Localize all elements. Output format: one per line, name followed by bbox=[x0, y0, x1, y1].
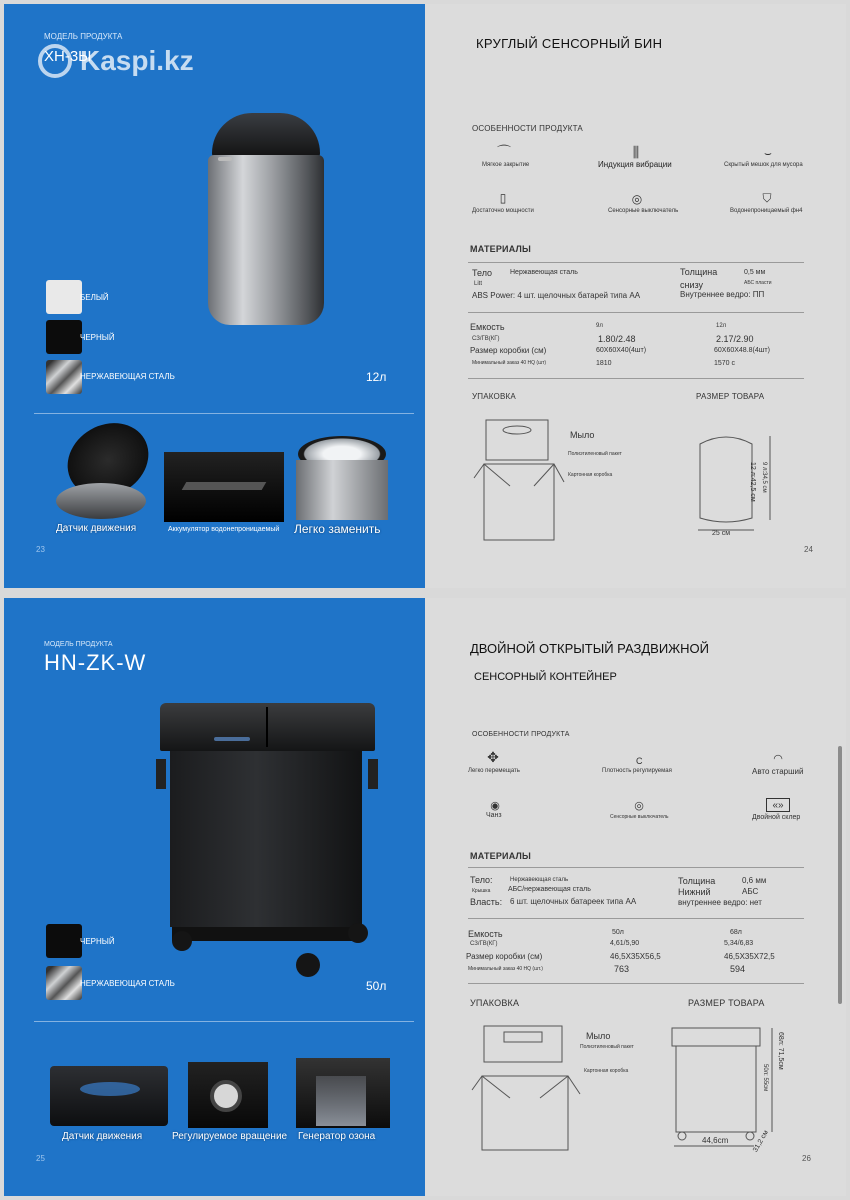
feature-hidden-bag: Скрытый мешок для мусора bbox=[724, 162, 803, 168]
dim-height2: 9 л:34,5 см bbox=[761, 462, 767, 493]
touch-switch-icon: ◎ bbox=[631, 192, 643, 206]
swatch-steel bbox=[46, 966, 82, 1000]
watermark: Kaspi.kz bbox=[38, 44, 194, 78]
litt-label: Litt bbox=[474, 281, 483, 287]
moq-label: Минимальный заказ 40 HQ (шт) bbox=[472, 360, 547, 366]
materials-title: МАТЕРИАЛЫ bbox=[470, 851, 532, 861]
detail-photo-battery bbox=[164, 452, 284, 522]
feature-auto: Авто старший bbox=[752, 767, 804, 776]
page-number: 23 bbox=[36, 545, 45, 554]
moq-b: 1570 с bbox=[714, 360, 736, 367]
page-number: 24 bbox=[804, 545, 813, 554]
pack-label-bag: Полиэтиленовый пакет bbox=[580, 1044, 634, 1050]
power-value: 6 шт. щелочных батареек типа АА bbox=[510, 897, 637, 906]
swatch-white bbox=[46, 280, 82, 314]
weight-a: 1.80/2.48 bbox=[598, 334, 636, 344]
size-diagram bbox=[694, 430, 784, 540]
vibration-icon: ⫼ bbox=[632, 143, 640, 160]
materials-divider-3 bbox=[468, 378, 804, 379]
thickness-label: Толщина bbox=[678, 876, 716, 886]
detail-photo-bag bbox=[294, 436, 390, 520]
power-text: ABS Power: 4 шт. щелочных батарей типа АА bbox=[472, 291, 641, 300]
pack-label-soap: Мыло bbox=[586, 1031, 611, 1041]
feature-c-glyph: C bbox=[636, 756, 643, 766]
inner-bucket: внутреннее ведро: нет bbox=[678, 898, 762, 907]
weight-b: 5,34/6,83 bbox=[724, 940, 754, 947]
caption-rotation: Регулируемое вращение bbox=[172, 1131, 288, 1142]
weight-label: СЗ/ГВ(КГ) bbox=[470, 941, 498, 947]
model-name: HN-ZK-W bbox=[44, 650, 147, 675]
page-number: 26 bbox=[802, 1154, 811, 1163]
box-size-label: Размер коробки (см) bbox=[470, 346, 547, 355]
power-label: Власть: bbox=[470, 897, 503, 907]
pack-label-box: Картонная коробка bbox=[568, 472, 613, 478]
detail-photo-ozone bbox=[296, 1058, 390, 1128]
capacity-label: Емкость bbox=[470, 322, 505, 332]
dim-depth: 31,2 см bbox=[752, 1129, 771, 1154]
page-number: 25 bbox=[36, 1154, 45, 1163]
swatch-black bbox=[46, 320, 82, 354]
packing-title: УПАКОВКА bbox=[472, 392, 516, 401]
model-label: МОДЕЛЬ ПРОДУКТА bbox=[44, 641, 113, 648]
body-value: Нержавеющая сталь bbox=[510, 269, 578, 276]
moq-b: 594 bbox=[730, 964, 746, 974]
pack-label-box: Картонная коробка bbox=[584, 1068, 629, 1074]
moq-a: 763 bbox=[614, 964, 630, 974]
soft-close-icon: ⌒ bbox=[497, 144, 511, 160]
weight-b: 2.17/2.90 bbox=[716, 334, 754, 344]
bottom-label: снизу bbox=[680, 280, 704, 290]
feature-touch-switch: Сенсорные выключатель bbox=[610, 814, 669, 820]
dim-height: 12 л:42,5 см bbox=[749, 462, 756, 502]
feature-move: Легко перемещать bbox=[468, 768, 520, 774]
materials-divider bbox=[468, 262, 804, 263]
pack-label-soap: Мыло bbox=[570, 430, 595, 440]
features-title: ОСОБЕННОСТИ ПРОДУКТА bbox=[472, 731, 570, 738]
feature-density: Плотность регулируемая bbox=[602, 768, 672, 774]
materials-divider-2 bbox=[468, 312, 804, 313]
color-label-black: ЧЕРНЫЙ bbox=[80, 333, 115, 342]
capacity-b: 68л bbox=[730, 929, 742, 936]
page-title: КРУГЛЫЙ СЕНСОРНЫЙ БИН bbox=[476, 36, 663, 51]
box-b: 60X60X48.8(4шт) bbox=[714, 347, 770, 354]
color-label-black: ЧЕРНЫЙ bbox=[80, 937, 115, 946]
body-value: Нержавеющая сталь bbox=[510, 877, 569, 883]
color-label-steel: НЕРЖАВЕЮЩАЯ СТАЛЬ bbox=[80, 979, 175, 988]
moq-label: Минимальный заказ 40 HQ (шт.) bbox=[468, 966, 543, 972]
wifi-icon: ◠ bbox=[773, 752, 783, 765]
feature-soft-close: Мягкое закрытие bbox=[482, 162, 530, 168]
weight-label: СЗ/ГВ(КГ) bbox=[472, 336, 500, 342]
capacity-b: 12л bbox=[716, 323, 727, 329]
capacity-a: 50л bbox=[612, 929, 624, 936]
chanz-icon: ◉ bbox=[490, 799, 500, 812]
color-label-white: БЕЛЫЙ bbox=[80, 293, 109, 302]
detail-photo-lid bbox=[56, 425, 156, 520]
box-size-label: Размер коробки (см) bbox=[466, 952, 543, 961]
capacity-a: 9л bbox=[596, 323, 603, 329]
page-subtitle: СЕНСОРНЫЙ КОНТЕЙНЕР bbox=[474, 671, 617, 683]
model-name: XH-3Ы bbox=[44, 48, 92, 65]
bottom-label: Нижний bbox=[678, 887, 711, 897]
body-label: Тело bbox=[472, 268, 493, 278]
scrollbar-thumb[interactable] bbox=[838, 746, 842, 1004]
volume-label: 12л bbox=[366, 370, 387, 384]
thickness-value: 0,6 мм bbox=[742, 876, 767, 885]
body-label: Тело: bbox=[470, 875, 493, 885]
weight-a: 4,61/5,90 bbox=[610, 940, 640, 947]
bottom-value: АБС bbox=[742, 887, 759, 896]
caption-ozone: Генератор озона bbox=[298, 1131, 376, 1142]
packing-diagram bbox=[470, 416, 574, 542]
dim-height2: 50л: 55см bbox=[762, 1064, 768, 1092]
materials-divider-2 bbox=[468, 918, 804, 919]
cover-label: Крышка bbox=[472, 888, 491, 894]
detail-photo-rotation bbox=[188, 1062, 268, 1128]
divider bbox=[34, 1021, 414, 1022]
materials-title: МАТЕРИАЛЫ bbox=[470, 244, 532, 254]
touch-switch-icon: ◎ bbox=[634, 799, 644, 812]
caption-battery: Аккумулятор водонепроницаемый bbox=[168, 526, 280, 533]
caption-easy-replace: Легко заменить bbox=[294, 522, 381, 536]
box-b: 46,5X35X72,5 bbox=[724, 952, 775, 961]
cover-value: АБС/нержавеющая сталь bbox=[508, 886, 591, 893]
inner-bucket: Внутреннее ведро: ПП bbox=[680, 290, 765, 299]
color-label-steel: НЕРЖАВЕЮЩАЯ СТАЛЬ bbox=[80, 372, 175, 381]
volume-label: 50л bbox=[366, 979, 387, 993]
feature-touch-switch: Сенсорные выключатель bbox=[608, 208, 679, 214]
dim-width: 44,6cm bbox=[702, 1136, 729, 1145]
page-title: ДВОЙНОЙ ОТКРЫТЫЙ РАЗДВИЖНОЙ bbox=[470, 641, 710, 656]
features-title: ОСОБЕННОСТИ ПРОДУКТА bbox=[472, 124, 583, 133]
size-title: РАЗМЕР ТОВАРА bbox=[688, 998, 765, 1008]
feature-waterproof: Водонепроницаемый фн4 bbox=[730, 208, 803, 214]
moq-a: 1810 bbox=[596, 360, 612, 367]
hidden-bag-icon: ⌣ bbox=[764, 145, 772, 160]
feature-power: Достаточно мощности bbox=[472, 208, 534, 214]
caption-motion-sensor: Датчик движения bbox=[62, 1131, 143, 1142]
thickness-value: 0,5 мм bbox=[744, 269, 766, 276]
feature-vibration: Индукция вибрации bbox=[598, 160, 672, 169]
thickness-label: Толщина bbox=[680, 267, 718, 277]
feature-chanz: Чанз bbox=[486, 812, 502, 819]
swatch-steel bbox=[46, 360, 82, 394]
divider bbox=[34, 413, 414, 414]
battery-icon: ▯ bbox=[499, 191, 507, 205]
pack-label-bag: Полиэтиленовый пакет bbox=[568, 451, 622, 457]
swatch-black bbox=[46, 924, 82, 958]
abs-small-label: АБС пласти bbox=[744, 280, 772, 286]
packing-title: УПАКОВКА bbox=[470, 998, 520, 1008]
size-title: РАЗМЕР ТОВАРА bbox=[696, 392, 765, 401]
packing-diagram bbox=[470, 1022, 584, 1152]
capacity-label: Емкость bbox=[468, 929, 503, 939]
round-bin-image bbox=[208, 113, 324, 328]
dim-height: 68л: 71,5см bbox=[777, 1032, 784, 1070]
detail-photo-sensor bbox=[50, 1066, 168, 1126]
move-icon: ✥ bbox=[487, 748, 499, 765]
box-a: 46,5X35X56,5 bbox=[610, 952, 661, 961]
materials-divider bbox=[468, 867, 804, 868]
dim-width: 25 см bbox=[712, 530, 731, 537]
waterproof-icon: ⛉ bbox=[762, 190, 772, 205]
feature-double-layer: Двойной склер bbox=[752, 814, 801, 821]
double-layer-icon: «» bbox=[766, 798, 790, 812]
caption-motion-sensor: Датчик движения bbox=[56, 523, 137, 534]
box-a: 60X60X40(4шт) bbox=[596, 347, 647, 354]
dual-bin-image bbox=[160, 703, 375, 983]
materials-divider-3 bbox=[468, 983, 804, 984]
model-label: МОДЕЛЬ ПРОДУКТА bbox=[44, 32, 123, 41]
